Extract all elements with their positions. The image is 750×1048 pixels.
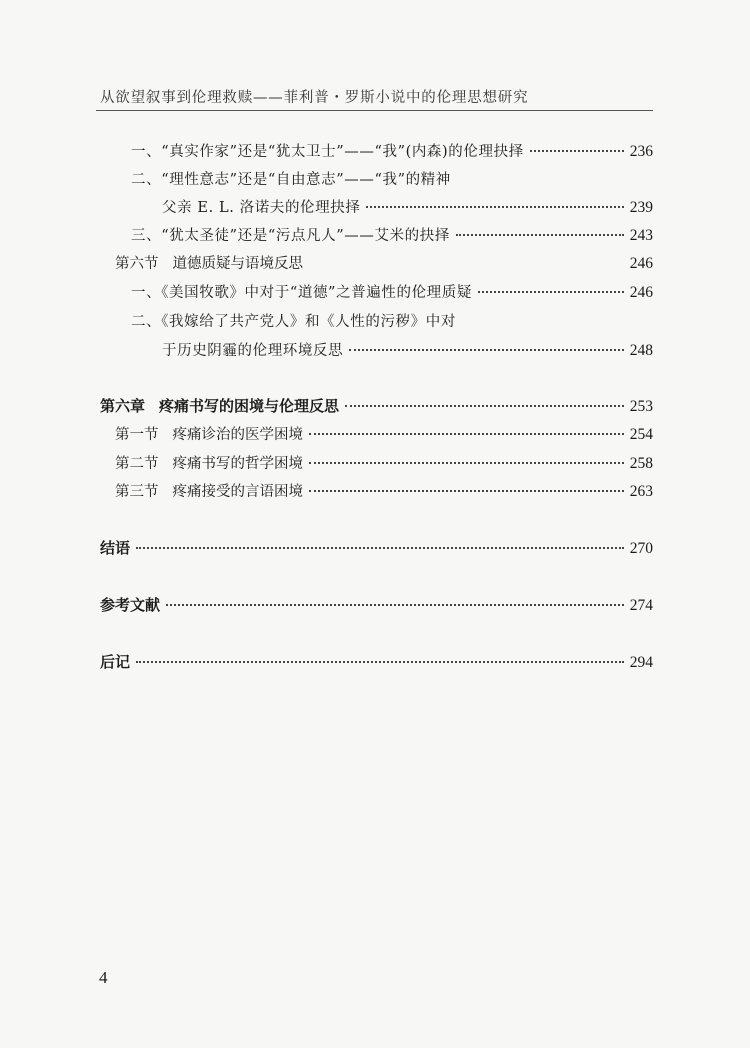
header-rule	[96, 110, 653, 111]
toc-page-number: 254	[629, 426, 653, 443]
toc-entry-c6-sec2[interactable]	[115, 452, 653, 476]
dot-leader	[349, 349, 624, 351]
toc-entry-title: 一、“真实作家”还是“犹太卫士”——“我”(内森)的伦理抉择	[131, 144, 524, 160]
section-title: 疼痛接受的言语困境	[172, 484, 303, 500]
toc-entry-title	[115, 252, 303, 273]
toc-entry-s6-item2-line1[interactable]: 二、《我嫁给了共产党人》和《人性的污秽》中对	[131, 314, 456, 330]
toc-page-number: 294	[629, 654, 653, 671]
toc-page-number: 246	[629, 255, 653, 272]
toc-entry-c6-sec1[interactable]	[115, 423, 653, 447]
dot-leader	[345, 405, 624, 407]
toc-entry-s5-item3[interactable]	[131, 224, 653, 248]
toc-page-number: 253	[629, 398, 653, 415]
toc-page-number: 274	[629, 597, 653, 614]
dot-leader	[166, 604, 624, 606]
toc-entry-title: 结语	[100, 539, 131, 557]
chapter-label: 第六章	[100, 397, 146, 415]
running-header: 从欲望叙事到伦理救赎——菲利普・罗斯小说中的伦理思想研究	[100, 90, 529, 106]
toc-entry-title	[100, 395, 339, 416]
toc-entry-title: 一、《美国牧歌》中对于“道德”之普遍性的伦理质疑	[131, 285, 472, 301]
toc-entry-s6-item2[interactable]	[162, 339, 653, 363]
toc-page-number: 246	[629, 284, 653, 301]
toc-page-number: 243	[629, 227, 653, 244]
toc-entry-s5-item2[interactable]	[162, 196, 653, 220]
toc-page-number: 258	[629, 455, 653, 472]
toc-page-number: 239	[629, 199, 653, 216]
dot-leader	[309, 490, 624, 492]
toc-entry-c6-sec3[interactable]	[115, 480, 653, 504]
section-title: 疼痛书写的哲学困境	[172, 456, 303, 472]
toc-entry-s5-item1[interactable]	[131, 140, 653, 164]
section-label: 第二节	[115, 456, 159, 472]
section-label: 第三节	[115, 484, 159, 500]
toc-entry-title: 后记	[100, 653, 131, 671]
dot-leader	[309, 433, 624, 435]
section-title: 道德质疑与语境反思	[172, 256, 303, 272]
dot-leader	[136, 547, 624, 549]
toc-page-number: 270	[629, 540, 653, 557]
toc-entry-title	[115, 480, 303, 501]
dot-leader	[309, 262, 624, 264]
toc-page-number: 263	[629, 483, 653, 500]
toc-entry-s5-item2-line1[interactable]: 二、“理性意志”还是“自由意志”——“我”的精神	[131, 172, 451, 188]
toc-entry-chapter6[interactable]	[100, 395, 653, 419]
toc-entry-s6-item1[interactable]	[131, 281, 653, 305]
toc-entry-title: 父亲 E. L. 洛诺夫的伦理抉择	[162, 200, 361, 216]
section-title: 疼痛诊治的医学困境	[172, 427, 303, 443]
toc-entry-title	[115, 423, 303, 444]
toc-entry-section6[interactable]	[115, 252, 653, 276]
toc-page-number: 236	[629, 143, 653, 160]
page-number: 4	[99, 968, 108, 987]
dot-leader	[309, 462, 624, 464]
dot-leader	[456, 234, 624, 236]
dot-leader	[478, 291, 624, 293]
toc-entry-title: 参考文献	[100, 596, 161, 614]
toc-entry-title: 于历史阴霾的伦理环境反思	[162, 343, 344, 359]
section-label: 第六节	[115, 256, 159, 272]
dot-leader	[366, 206, 623, 208]
dot-leader	[136, 661, 624, 663]
toc-entry-title	[115, 452, 303, 473]
chapter-title: 疼痛书写的困境与伦理反思	[159, 397, 340, 415]
toc-page-number: 248	[629, 342, 653, 359]
toc-entry-conclusion[interactable]	[100, 537, 653, 561]
section-label: 第一节	[115, 427, 159, 443]
toc-entry-title: 三、“犹太圣徒”还是“污点凡人”——艾米的抉择	[131, 228, 450, 244]
toc-entry-references[interactable]	[100, 594, 653, 618]
toc-entry-afterword[interactable]	[100, 651, 653, 675]
dot-leader	[530, 150, 624, 152]
